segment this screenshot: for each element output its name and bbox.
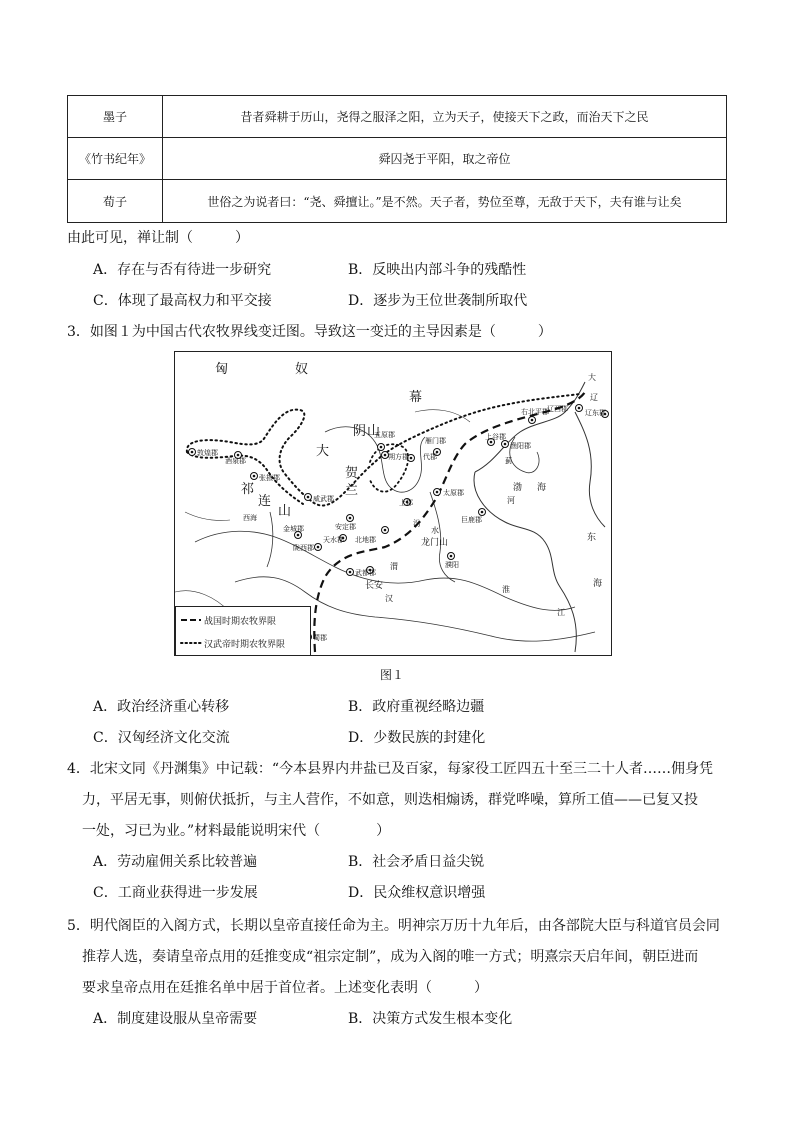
place-shangjun: 上郡	[399, 499, 413, 507]
place-shanggu: 上谷郡	[485, 433, 506, 441]
q5-line-2: 推荐人选，奏请皇帝点用的廷推变成“祖宗定制”，成为入阁的唯一方式；明熹宗天启年间，朝臣进而	[82, 949, 699, 965]
place-shuofang: 朔方郡	[388, 453, 409, 461]
place-changan: 长安	[365, 581, 384, 591]
source-quote: 舜囚尧于平阳，取之帝位	[163, 138, 727, 180]
q2-option-a[interactable]: A．存在与否有待进一步研究	[93, 262, 272, 278]
label-lan: 兰	[345, 483, 359, 498]
place-tianshui: 天水郡	[323, 536, 344, 544]
q5-option-b[interactable]: B．决策方式发生根本变化	[348, 1011, 513, 1027]
q3-option-d[interactable]: D．少数民族的封建化	[348, 730, 486, 746]
q2-stem: 由此可见，禅让制（ ）	[67, 230, 249, 246]
q4-option-d[interactable]: D．民众维权意识增强	[348, 885, 486, 901]
place-ji: 蓟	[505, 457, 512, 465]
legend-warring-states: 战国时期农牧界限	[204, 617, 277, 627]
label-shui-1: 水	[431, 526, 439, 535]
label-huai: 淮	[502, 585, 510, 594]
place-shu: 蜀郡	[313, 634, 327, 642]
q4-option-c[interactable]: C．工商业获得进一步发展	[93, 885, 258, 901]
place-yuyang: 渔阳郡	[510, 442, 531, 450]
place-dai: 代郡	[423, 453, 437, 461]
table-row	[68, 96, 727, 138]
source-quote: 昔者舜耕于历山，尧得之服泽之阳，立为天子，使接天下之政，而治天下之民	[163, 96, 727, 138]
q2-option-d[interactable]: D．逐步为王位世袭制所取代	[348, 293, 528, 309]
label-shan2: 山	[367, 424, 381, 439]
place-wuyuan: 五原郡	[374, 431, 395, 439]
q2-option-c[interactable]: C．体现了最高权力和平交接	[93, 293, 272, 309]
label-xiong: 匈	[215, 362, 229, 377]
q5-line-1: 5．明代阁臣的入阁方式，长期以皇帝直接任命为主。明神宗万历十九年后，由各部院大臣与科道官员会同	[67, 918, 720, 934]
q4-option-b[interactable]: B．社会矛盾日益尖锐	[348, 854, 485, 870]
place-youbeiping: 右北平郡	[521, 408, 549, 416]
q5-option-a[interactable]: A．制度建设服从皇帝需要	[93, 1011, 258, 1027]
label-fen: 汾	[413, 519, 421, 528]
label-lian: 连	[258, 494, 272, 509]
border-change-map	[174, 351, 612, 656]
place-wuwei: 威武郡	[313, 495, 334, 503]
label-mo: 幕	[409, 390, 423, 405]
label-jiang: 江	[557, 608, 565, 617]
label-he: 贺	[345, 466, 359, 481]
place-taiyuan: 太原郡	[443, 489, 464, 497]
label-he: 河	[507, 496, 515, 505]
label-yin: 阴	[353, 424, 367, 439]
place-zhangye: 张掖郡	[259, 474, 280, 482]
figure-caption: 图１	[380, 668, 405, 682]
place-xihai: 西海	[243, 514, 257, 522]
label-wei: 渭	[390, 562, 398, 571]
source-name: 墨子	[68, 96, 163, 138]
map-legend	[175, 606, 311, 656]
label-bohai-2: 海	[537, 483, 547, 493]
place-dunhuang: 敦煌郡	[197, 449, 218, 457]
place-jincheng: 金城郡	[283, 525, 304, 533]
label-shan: 山	[278, 504, 292, 519]
label-qi: 祁	[241, 482, 255, 497]
q3-option-a[interactable]: A．政治经济重心转移	[93, 699, 230, 715]
q3-option-b[interactable]: B．政府重视经略边疆	[348, 699, 485, 715]
place-wudu: 武都郡	[355, 569, 376, 577]
q2-option-b[interactable]: B．反映出内部斗争的残酷性	[348, 262, 527, 278]
label-nu: 奴	[295, 362, 309, 377]
source-table	[67, 95, 727, 223]
place-julu: 巨鹿郡	[461, 516, 482, 524]
label-liao: 辽	[590, 393, 598, 402]
table-row	[68, 180, 727, 223]
q4-line-2: 力，平居无事，则俯伏抵折，与主人营作，不如意，则迭相煽诱，群党哗噪，算所工值——已复又投	[82, 792, 698, 808]
place-liaodong: 辽东郡	[585, 409, 606, 417]
source-name: 《竹书纪年》	[68, 138, 163, 180]
q4-line-1: 4．北宋文同《丹渊集》中记载：“今本县界内井盐已及百家，每家役工匠四五十至三二十人者……佣身凭	[67, 761, 714, 777]
place-anding: 安定郡	[335, 523, 356, 531]
place-puyang: 濮阳	[445, 561, 459, 569]
q3-stem: 3．如图１为中国古代农牧界线变迁图。导致这一变迁的主导因素是（ ）	[67, 324, 552, 340]
q4-line-3: 一处，习已为业。”材料最能说明宋代（ ）	[82, 823, 391, 839]
table-row	[68, 138, 727, 180]
place-longxi: 陇西郡	[293, 544, 314, 552]
label-donghai-1: 东	[587, 533, 597, 543]
place-beidi: 北地郡	[355, 536, 376, 544]
q4-option-a[interactable]: A．劳动雇佣关系比较普遍	[93, 854, 258, 870]
label-han: 汉	[385, 594, 393, 603]
label-da: 大	[316, 444, 330, 459]
legend-han-wudi: 汉武帝时期农牧界限	[204, 640, 286, 650]
q3-option-c[interactable]: C．汉匈经济文化交流	[93, 730, 230, 746]
source-name: 荀子	[68, 180, 163, 223]
label-bohai-1: 渤	[513, 483, 523, 493]
source-quote: 世俗之为说者曰：“尧、舜擅让。”是不然。天子者，势位至尊，无敌于天下，夫有谁与让矣	[163, 180, 727, 223]
label-da2: 大	[588, 373, 596, 382]
place-liaoxi: 辽西郡	[547, 405, 568, 413]
place-jiuquan: 酒泉郡	[225, 457, 246, 465]
place-yanmen: 雁门郡	[425, 437, 446, 445]
place-longmen: 龙门山	[421, 538, 449, 548]
q5-line-3: 要求皇帝点用在廷推名单中居于首位者。上述变化表明（ ）	[82, 980, 488, 996]
label-donghai-2: 海	[593, 579, 603, 589]
